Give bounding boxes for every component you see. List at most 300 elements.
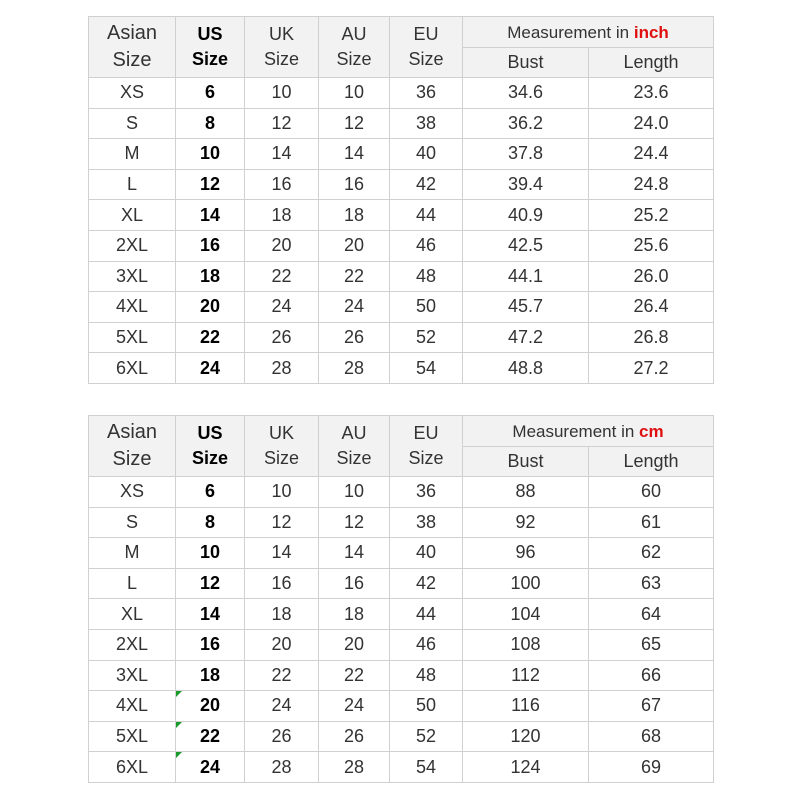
asian-value: 4XL xyxy=(115,296,149,317)
table-row xyxy=(89,200,714,231)
asian-cell xyxy=(89,752,176,783)
length-header: Length xyxy=(589,447,714,477)
table-row xyxy=(89,292,714,323)
eu-cell xyxy=(390,477,463,508)
asian-value: S xyxy=(125,511,138,532)
bust-cell xyxy=(463,477,589,508)
au-cell xyxy=(319,78,390,109)
us-cell xyxy=(176,629,245,660)
us-value: 22 xyxy=(199,327,221,348)
au-value: 24 xyxy=(343,296,365,317)
au-value: 12 xyxy=(343,511,365,532)
uk-cell xyxy=(245,230,319,261)
au-size-header: AU Size xyxy=(319,17,390,78)
length-value: 69 xyxy=(640,756,662,777)
eu-value: 36 xyxy=(415,481,437,502)
eu-cell xyxy=(390,108,463,139)
us-value: 24 xyxy=(199,756,221,777)
length-cell xyxy=(589,261,714,292)
eu-cell xyxy=(390,568,463,599)
bust-value: 44.1 xyxy=(507,265,544,286)
asian-cell xyxy=(89,599,176,630)
us-value: 6 xyxy=(204,82,215,103)
length-cell xyxy=(589,599,714,630)
table-row xyxy=(89,78,714,109)
length-cell xyxy=(589,322,714,353)
length-value: 25.6 xyxy=(633,235,669,256)
length-cell xyxy=(589,139,714,170)
us-cell xyxy=(176,507,245,538)
length-cell xyxy=(589,568,714,599)
uk-value: 14 xyxy=(271,143,292,164)
us-size-header: US Size xyxy=(176,17,245,78)
length-value: 26.4 xyxy=(633,296,669,317)
length-value: 24.4 xyxy=(633,143,669,164)
table-row xyxy=(89,261,714,292)
us-cell xyxy=(176,322,245,353)
au-cell xyxy=(319,538,390,569)
bust-cell xyxy=(463,629,589,660)
au-cell xyxy=(319,629,390,660)
bust-cell xyxy=(463,568,589,599)
eu-cell xyxy=(390,721,463,752)
bust-cell xyxy=(463,691,589,722)
au-cell xyxy=(319,169,390,200)
bust-value: 37.8 xyxy=(507,143,544,164)
bust-header: Bust xyxy=(463,447,589,477)
uk-cell xyxy=(245,629,319,660)
uk-value: 26 xyxy=(271,726,292,747)
length-value: 26.8 xyxy=(633,327,669,348)
bust-value: 39.4 xyxy=(507,174,544,195)
eu-value: 38 xyxy=(415,112,437,133)
uk-cell xyxy=(245,353,319,384)
eu-value: 44 xyxy=(415,603,437,624)
length-cell xyxy=(589,78,714,109)
length-cell xyxy=(589,292,714,323)
uk-cell xyxy=(245,568,319,599)
au-value: 20 xyxy=(343,235,365,256)
us-cell xyxy=(176,721,245,752)
eu-cell xyxy=(390,353,463,384)
uk-cell xyxy=(245,599,319,630)
eu-cell xyxy=(390,629,463,660)
eu-cell xyxy=(390,200,463,231)
uk-value: 16 xyxy=(271,174,292,195)
cell-marker-icon xyxy=(176,722,182,728)
uk-cell xyxy=(245,507,319,538)
length-value: 26.0 xyxy=(633,265,669,286)
bust-value: 100 xyxy=(510,573,541,594)
asian-cell xyxy=(89,721,176,752)
au-value: 28 xyxy=(343,357,365,378)
asian-value: XL xyxy=(120,204,144,225)
bust-cell xyxy=(463,721,589,752)
us-cell xyxy=(176,353,245,384)
au-value: 22 xyxy=(343,265,365,286)
asian-cell xyxy=(89,660,176,691)
bust-cell xyxy=(463,507,589,538)
us-value: 18 xyxy=(199,265,221,286)
eu-size-header: EU Size xyxy=(390,17,463,78)
us-value: 16 xyxy=(199,235,221,256)
uk-value: 20 xyxy=(271,634,292,655)
asian-cell xyxy=(89,507,176,538)
table-row xyxy=(89,629,714,660)
uk-value: 10 xyxy=(271,82,292,103)
uk-value: 14 xyxy=(271,542,292,563)
asian-value: S xyxy=(125,112,138,133)
asian-cell xyxy=(89,200,176,231)
bust-cell xyxy=(463,353,589,384)
eu-value: 42 xyxy=(415,174,437,195)
uk-value: 22 xyxy=(271,664,292,685)
eu-value: 48 xyxy=(415,664,437,685)
au-cell xyxy=(319,691,390,722)
bust-value: 92 xyxy=(515,511,536,532)
eu-cell xyxy=(390,691,463,722)
eu-cell xyxy=(390,322,463,353)
asian-cell xyxy=(89,353,176,384)
eu-cell xyxy=(390,78,463,109)
bust-cell xyxy=(463,169,589,200)
size-chart-inch xyxy=(88,16,714,384)
us-cell xyxy=(176,200,245,231)
au-value: 24 xyxy=(343,695,365,716)
us-cell xyxy=(176,599,245,630)
eu-value: 42 xyxy=(415,573,437,594)
uk-cell xyxy=(245,752,319,783)
length-value: 67 xyxy=(640,695,662,716)
us-cell xyxy=(176,568,245,599)
uk-cell xyxy=(245,721,319,752)
uk-value: 28 xyxy=(271,756,292,777)
eu-value: 40 xyxy=(415,542,437,563)
eu-cell xyxy=(390,599,463,630)
bust-value: 96 xyxy=(515,542,536,563)
uk-cell xyxy=(245,169,319,200)
au-size-header: AU Size xyxy=(319,416,390,477)
length-cell xyxy=(589,353,714,384)
bust-value: 124 xyxy=(510,756,541,777)
measurement-header: Measurement in cm xyxy=(463,416,714,447)
asian-cell xyxy=(89,322,176,353)
bust-cell xyxy=(463,752,589,783)
uk-cell xyxy=(245,477,319,508)
asian-value: L xyxy=(126,573,137,594)
uk-value: 18 xyxy=(271,603,292,624)
uk-size-header: UK Size xyxy=(245,416,319,477)
asian-cell xyxy=(89,477,176,508)
au-value: 16 xyxy=(343,573,365,594)
bust-value: 42.5 xyxy=(507,235,544,256)
length-value: 25.2 xyxy=(633,204,669,225)
measurement-header: Measurement in inch xyxy=(463,17,714,48)
asian-value: 3XL xyxy=(115,664,149,685)
au-value: 14 xyxy=(343,542,365,563)
table-row xyxy=(89,139,714,170)
au-cell xyxy=(319,200,390,231)
us-cell xyxy=(176,169,245,200)
bust-cell xyxy=(463,599,589,630)
us-cell xyxy=(176,660,245,691)
eu-cell xyxy=(390,169,463,200)
us-value: 8 xyxy=(204,112,215,133)
us-cell xyxy=(176,230,245,261)
uk-value: 24 xyxy=(271,695,292,716)
eu-value: 52 xyxy=(415,726,437,747)
asian-value: 6XL xyxy=(115,357,149,378)
au-cell xyxy=(319,139,390,170)
us-value: 14 xyxy=(199,603,221,624)
eu-cell xyxy=(390,752,463,783)
length-cell xyxy=(589,538,714,569)
bust-value: 120 xyxy=(510,726,541,747)
length-cell xyxy=(589,108,714,139)
uk-cell xyxy=(245,691,319,722)
asian-cell xyxy=(89,139,176,170)
asian-value: M xyxy=(124,143,140,164)
bust-cell xyxy=(463,139,589,170)
bust-value: 47.2 xyxy=(507,327,544,348)
length-value: 61 xyxy=(640,511,662,532)
asian-size-header: Asian Size xyxy=(89,416,176,477)
us-value: 14 xyxy=(199,204,221,225)
eu-value: 50 xyxy=(415,695,437,716)
us-cell xyxy=(176,261,245,292)
table-row xyxy=(89,752,714,783)
asian-cell xyxy=(89,292,176,323)
au-value: 16 xyxy=(343,174,365,195)
uk-cell xyxy=(245,200,319,231)
us-cell xyxy=(176,292,245,323)
au-cell xyxy=(319,752,390,783)
table-row xyxy=(89,507,714,538)
bust-cell xyxy=(463,292,589,323)
asian-value: XS xyxy=(119,481,144,502)
table-row xyxy=(89,322,714,353)
us-value: 24 xyxy=(199,357,221,378)
asian-cell xyxy=(89,78,176,109)
au-value: 28 xyxy=(343,756,365,777)
bust-value: 34.6 xyxy=(507,82,544,103)
us-value: 6 xyxy=(204,481,215,502)
length-value: 24.8 xyxy=(633,174,669,195)
table-row xyxy=(89,660,714,691)
eu-cell xyxy=(390,660,463,691)
length-cell xyxy=(589,660,714,691)
us-cell xyxy=(176,78,245,109)
uk-value: 18 xyxy=(271,204,292,225)
length-value: 27.2 xyxy=(633,357,669,378)
uk-cell xyxy=(245,108,319,139)
asian-cell xyxy=(89,691,176,722)
uk-value: 12 xyxy=(271,112,292,133)
table-row xyxy=(89,691,714,722)
measurement-unit: inch xyxy=(633,22,669,42)
table-row xyxy=(89,108,714,139)
bust-cell xyxy=(463,322,589,353)
us-size-header: US Size xyxy=(176,416,245,477)
size-chart-cm xyxy=(88,415,714,783)
au-cell xyxy=(319,721,390,752)
us-cell xyxy=(176,691,245,722)
eu-value: 52 xyxy=(415,327,437,348)
length-value: 62 xyxy=(640,542,662,563)
eu-cell xyxy=(390,507,463,538)
cell-marker-icon xyxy=(176,691,182,697)
bust-value: 40.9 xyxy=(507,204,544,225)
uk-value: 22 xyxy=(271,265,292,286)
table-row xyxy=(89,169,714,200)
asian-cell xyxy=(89,108,176,139)
asian-cell xyxy=(89,629,176,660)
eu-cell xyxy=(390,230,463,261)
length-value: 68 xyxy=(640,726,662,747)
asian-value: XS xyxy=(119,82,144,103)
eu-value: 54 xyxy=(415,756,437,777)
bust-value: 48.8 xyxy=(507,357,544,378)
length-value: 66 xyxy=(640,664,662,685)
au-cell xyxy=(319,108,390,139)
table-row xyxy=(89,230,714,261)
au-cell xyxy=(319,477,390,508)
asian-value: 2XL xyxy=(115,235,149,256)
measurement-unit: cm xyxy=(639,421,664,441)
eu-size-header: EU Size xyxy=(390,416,463,477)
asian-value: 4XL xyxy=(115,695,149,716)
length-value: 64 xyxy=(640,603,662,624)
asian-value: 6XL xyxy=(115,756,149,777)
au-value: 18 xyxy=(343,603,365,624)
eu-value: 50 xyxy=(415,296,437,317)
us-value: 12 xyxy=(199,174,221,195)
bust-cell xyxy=(463,660,589,691)
eu-value: 46 xyxy=(415,235,437,256)
asian-size-header: Asian Size xyxy=(89,17,176,78)
us-value: 10 xyxy=(199,542,221,563)
uk-cell xyxy=(245,139,319,170)
au-cell xyxy=(319,599,390,630)
bust-header: Bust xyxy=(463,48,589,78)
asian-value: XL xyxy=(120,603,144,624)
bust-cell xyxy=(463,78,589,109)
length-cell xyxy=(589,477,714,508)
bust-value: 36.2 xyxy=(507,112,544,133)
table-row xyxy=(89,721,714,752)
eu-value: 38 xyxy=(415,511,437,532)
eu-cell xyxy=(390,538,463,569)
table-row xyxy=(89,353,714,384)
us-value: 10 xyxy=(199,143,221,164)
eu-value: 46 xyxy=(415,634,437,655)
uk-cell xyxy=(245,660,319,691)
length-cell xyxy=(589,629,714,660)
table-row xyxy=(89,477,714,508)
uk-value: 26 xyxy=(271,327,292,348)
bust-cell xyxy=(463,108,589,139)
au-cell xyxy=(319,660,390,691)
asian-cell xyxy=(89,538,176,569)
length-cell xyxy=(589,721,714,752)
length-value: 23.6 xyxy=(633,82,669,103)
au-cell xyxy=(319,507,390,538)
uk-value: 16 xyxy=(271,573,292,594)
au-value: 10 xyxy=(343,82,365,103)
au-cell xyxy=(319,353,390,384)
us-value: 12 xyxy=(199,573,221,594)
length-value: 24.0 xyxy=(633,112,669,133)
au-value: 26 xyxy=(343,327,365,348)
eu-cell xyxy=(390,261,463,292)
bust-value: 116 xyxy=(511,695,540,716)
uk-cell xyxy=(245,78,319,109)
asian-value: 3XL xyxy=(115,265,149,286)
au-cell xyxy=(319,322,390,353)
bust-cell xyxy=(463,230,589,261)
eu-value: 44 xyxy=(415,204,437,225)
length-cell xyxy=(589,169,714,200)
us-value: 20 xyxy=(199,296,221,317)
bust-value: 104 xyxy=(510,603,541,624)
bust-cell xyxy=(463,200,589,231)
us-value: 20 xyxy=(199,695,221,716)
table-row xyxy=(89,599,714,630)
us-cell xyxy=(176,108,245,139)
uk-cell xyxy=(245,292,319,323)
uk-cell xyxy=(245,322,319,353)
au-value: 20 xyxy=(343,634,365,655)
au-value: 18 xyxy=(343,204,365,225)
eu-value: 40 xyxy=(415,143,437,164)
uk-value: 10 xyxy=(271,481,292,502)
asian-value: 2XL xyxy=(115,634,149,655)
us-value: 22 xyxy=(199,726,221,747)
asian-value: M xyxy=(124,542,140,563)
au-value: 12 xyxy=(343,112,365,133)
bust-cell xyxy=(463,261,589,292)
length-value: 60 xyxy=(640,481,662,502)
length-value: 65 xyxy=(640,634,662,655)
au-cell xyxy=(319,568,390,599)
uk-size-header: UK Size xyxy=(245,17,319,78)
uk-value: 24 xyxy=(271,296,292,317)
length-value: 63 xyxy=(640,573,662,594)
us-value: 16 xyxy=(199,634,221,655)
bust-value: 108 xyxy=(510,634,541,655)
us-cell xyxy=(176,752,245,783)
table-row xyxy=(89,568,714,599)
uk-cell xyxy=(245,538,319,569)
us-value: 18 xyxy=(199,664,221,685)
bust-value: 45.7 xyxy=(507,296,544,317)
au-cell xyxy=(319,230,390,261)
length-cell xyxy=(589,200,714,231)
eu-value: 54 xyxy=(415,357,437,378)
uk-cell xyxy=(245,261,319,292)
asian-cell xyxy=(89,230,176,261)
table-row xyxy=(89,538,714,569)
eu-value: 48 xyxy=(415,265,437,286)
asian-cell xyxy=(89,169,176,200)
asian-value: 5XL xyxy=(115,327,149,348)
asian-value: 5XL xyxy=(115,726,149,747)
au-cell xyxy=(319,292,390,323)
bust-value: 112 xyxy=(511,664,540,685)
us-cell xyxy=(176,139,245,170)
length-cell xyxy=(589,691,714,722)
bust-value: 88 xyxy=(515,481,536,502)
